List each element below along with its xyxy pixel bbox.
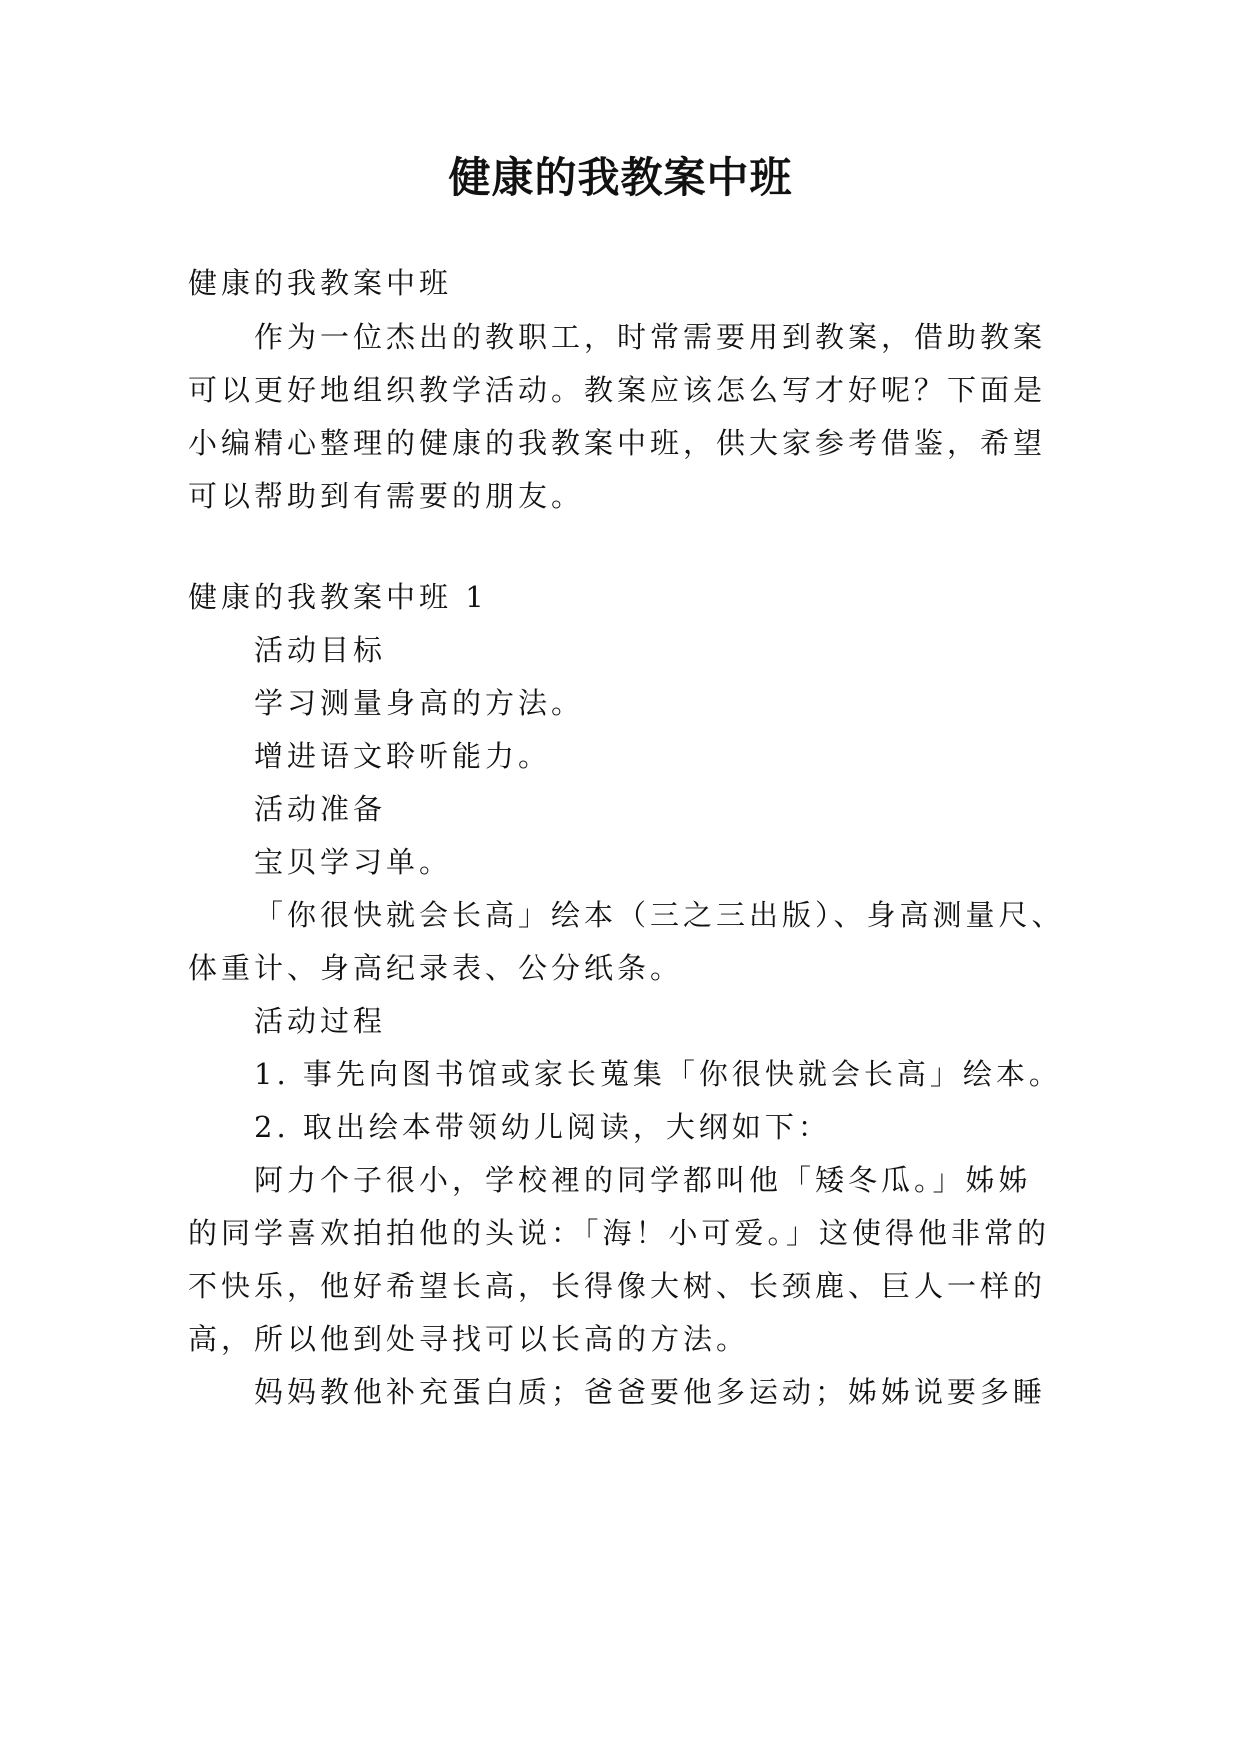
- goal-item: 学习测量身高的方法。: [254, 686, 585, 720]
- intro-paragraph-line: 小编精心整理的健康的我教案中班，供大家参考借鉴，希望: [188, 426, 1047, 460]
- story-paragraph-line: 高，所以他到处寻找可以长高的方法。: [188, 1322, 750, 1356]
- document-title: 健康的我教案中班: [448, 153, 793, 202]
- story-paragraph-line: 阿力个子很小，学校裡的同学都叫他「矮冬瓜。」姊姊: [254, 1163, 1032, 1197]
- story-paragraph-line: 妈妈教他补充蛋白质；爸爸要他多运动；姊姊说要多睡: [254, 1375, 1047, 1409]
- preparation-item: 「你很快就会长高」绘本（三之三出版）、身高测量尺、: [254, 898, 1065, 932]
- story-paragraph-line: 不快乐，他好希望长高，长得像大树、长颈鹿、巨人一样的: [188, 1269, 1047, 1303]
- intro-paragraph-line: 作为一位杰出的教职工，时常需要用到教案，借助教案: [254, 320, 1047, 354]
- preparation-item: 宝贝学习单。: [254, 845, 453, 879]
- subheading-activity-process: 活动过程: [254, 1004, 387, 1038]
- section-heading: 健康的我教案中班 1: [188, 580, 488, 614]
- story-paragraph-line: 的同学喜欢拍拍他的头说：「海！小可爱。」这使得他非常的: [188, 1216, 1051, 1250]
- intro-paragraph-line: 可以更好地组织教学活动。教案应该怎么写才好呢？下面是: [188, 373, 1047, 407]
- goal-item: 增进语文聆听能力。: [254, 739, 552, 773]
- document-subtitle: 健康的我教案中班: [188, 266, 453, 300]
- preparation-item-continued: 体重计、身高纪录表、公分纸条。: [188, 951, 684, 985]
- intro-paragraph-line: 可以帮助到有需要的朋友。: [188, 479, 585, 513]
- process-step: 2. 取出绘本带领幼儿阅读，大纲如下：: [254, 1110, 831, 1144]
- subheading-activity-goals: 活动目标: [254, 633, 387, 667]
- subheading-activity-preparation: 活动准备: [254, 792, 387, 826]
- process-step: 1. 事先向图书馆或家长蒐集「你很快就会长高」绘本。: [254, 1057, 1062, 1091]
